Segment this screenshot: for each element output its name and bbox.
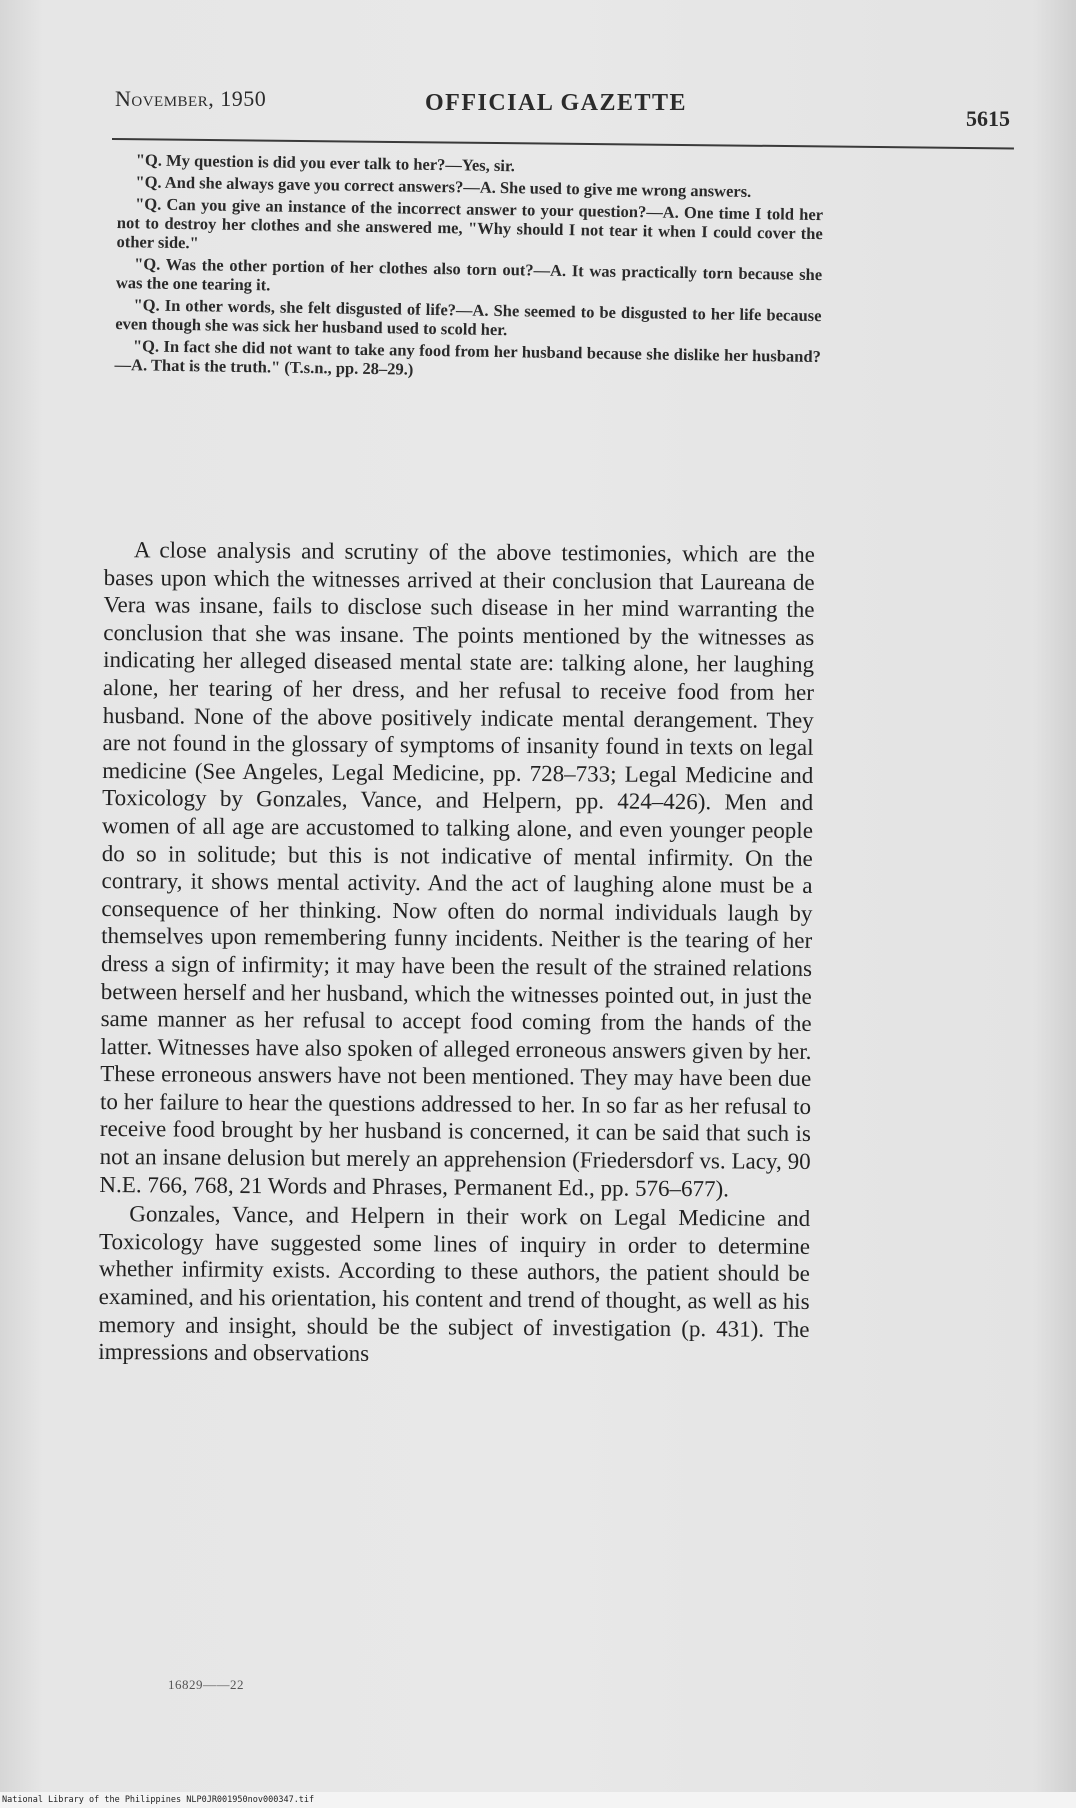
testimony-line: "Q. In fact she did not want to take any food from her husband because she dislike her husband?—A. That is the truth." (T.s.n., pp. 28–29.) <box>114 336 821 379</box>
body-paragraph: A close analysis and scrutiny of the above testimonies, which are the bases upon which the witnesses arrived at their conclusion that Laureana de Vera was insane, fails to disclose such disease in her mind warranting the conclusion that she was insane. The points mentioned by the witnesses as indicating her alleged diseased mental state are: talking alone, her laughing alone, her tearing of her dress, and her refusal to receive food from her husband. None of the above positively indicate mental derangement. They are not found in the glossary of symptoms of insanity found in texts on legal medicine (See Angeles, Legal Medicine, pp. 728–733; Legal Medicine and Toxicology by Gonzales, Vance, and Helpern, pp. 424–426). Men and women of all age are accustomed to talking alone, and even younger people do so in solitude; but this is not indicative of mental infirmity. On the contrary, it shows mental activity. And the act of laughing alone must be a consequence of her thinking. Now often do normal individuals laugh by themselves upon remembering funny incidents. Neither is the tearing of her dress a sign of infirmity; it may have been the result of the strained relations between herself and her husband, which the witnesses pointed out, in just the same manner as her refusal to accept food coming from the hands of the latter. Witnesses have also spoken of alleged erroneous answers given by her. These erroneous answers have not been mentioned. They may have been due to her failure to hear the questions addressed to her. In so far as her refusal to receive food brought by her husband is concerned, it can be said that such is not an insane delusion but merely an apprehension (Friedersdorf vs. Lacy, 90 N.E. 766, 768, 21 Words and Phrases, Permanent Ed., pp. 576–677). <box>99 537 815 1202</box>
page-number: 5615 <box>966 106 1010 131</box>
decision-body <box>98 536 815 1373</box>
header-rule <box>112 138 1014 149</box>
printer-page-code: 16829——22 <box>168 1677 244 1692</box>
testimony-line: "Q. And she always gave you correct answers?—A. She used to give me wrong answers. <box>135 172 752 201</box>
body-paragraph: Gonzales, Vance, and Helpern in their work on Legal Medicine and Toxicology have suggested some lines of inquiry in order to determine whether infirmity exists. According to these authors, the patient should be examined, and his orientation, his content and trend of thought, as well as his memory and insight, should be the subject of investigation (p. 431). The impressions and observations <box>98 1201 811 1367</box>
testimony-line: "Q. Was the other portion of her clothes also torn out?—A. It was practically torn because she was the one tearing it. <box>115 254 823 295</box>
testimony-line: "Q. My question is did you ever talk to her?—Yes, sir. <box>135 150 516 176</box>
testimony-line: "Q. Can you give an instance of the incorrect answer to your question?—A. One time I told her not to destroy her clothes and she answered me, "Why should I not tear it when I could cover the other side." <box>116 194 824 253</box>
quoted-testimony <box>114 150 823 388</box>
page-header <box>115 86 1010 131</box>
scan-footer-text: National Library of the Philippines NLP0JR001950nov000347.tif <box>2 1795 315 1805</box>
publication-title: OFFICIAL GAZETTE <box>425 90 688 116</box>
header-date: November, 1950 <box>115 86 267 111</box>
testimony-line: "Q. In other words, she felt disgusted of life?—A. She seemed to be disgusted to her life because even though she was sick her husband used to scold her. <box>115 295 822 340</box>
